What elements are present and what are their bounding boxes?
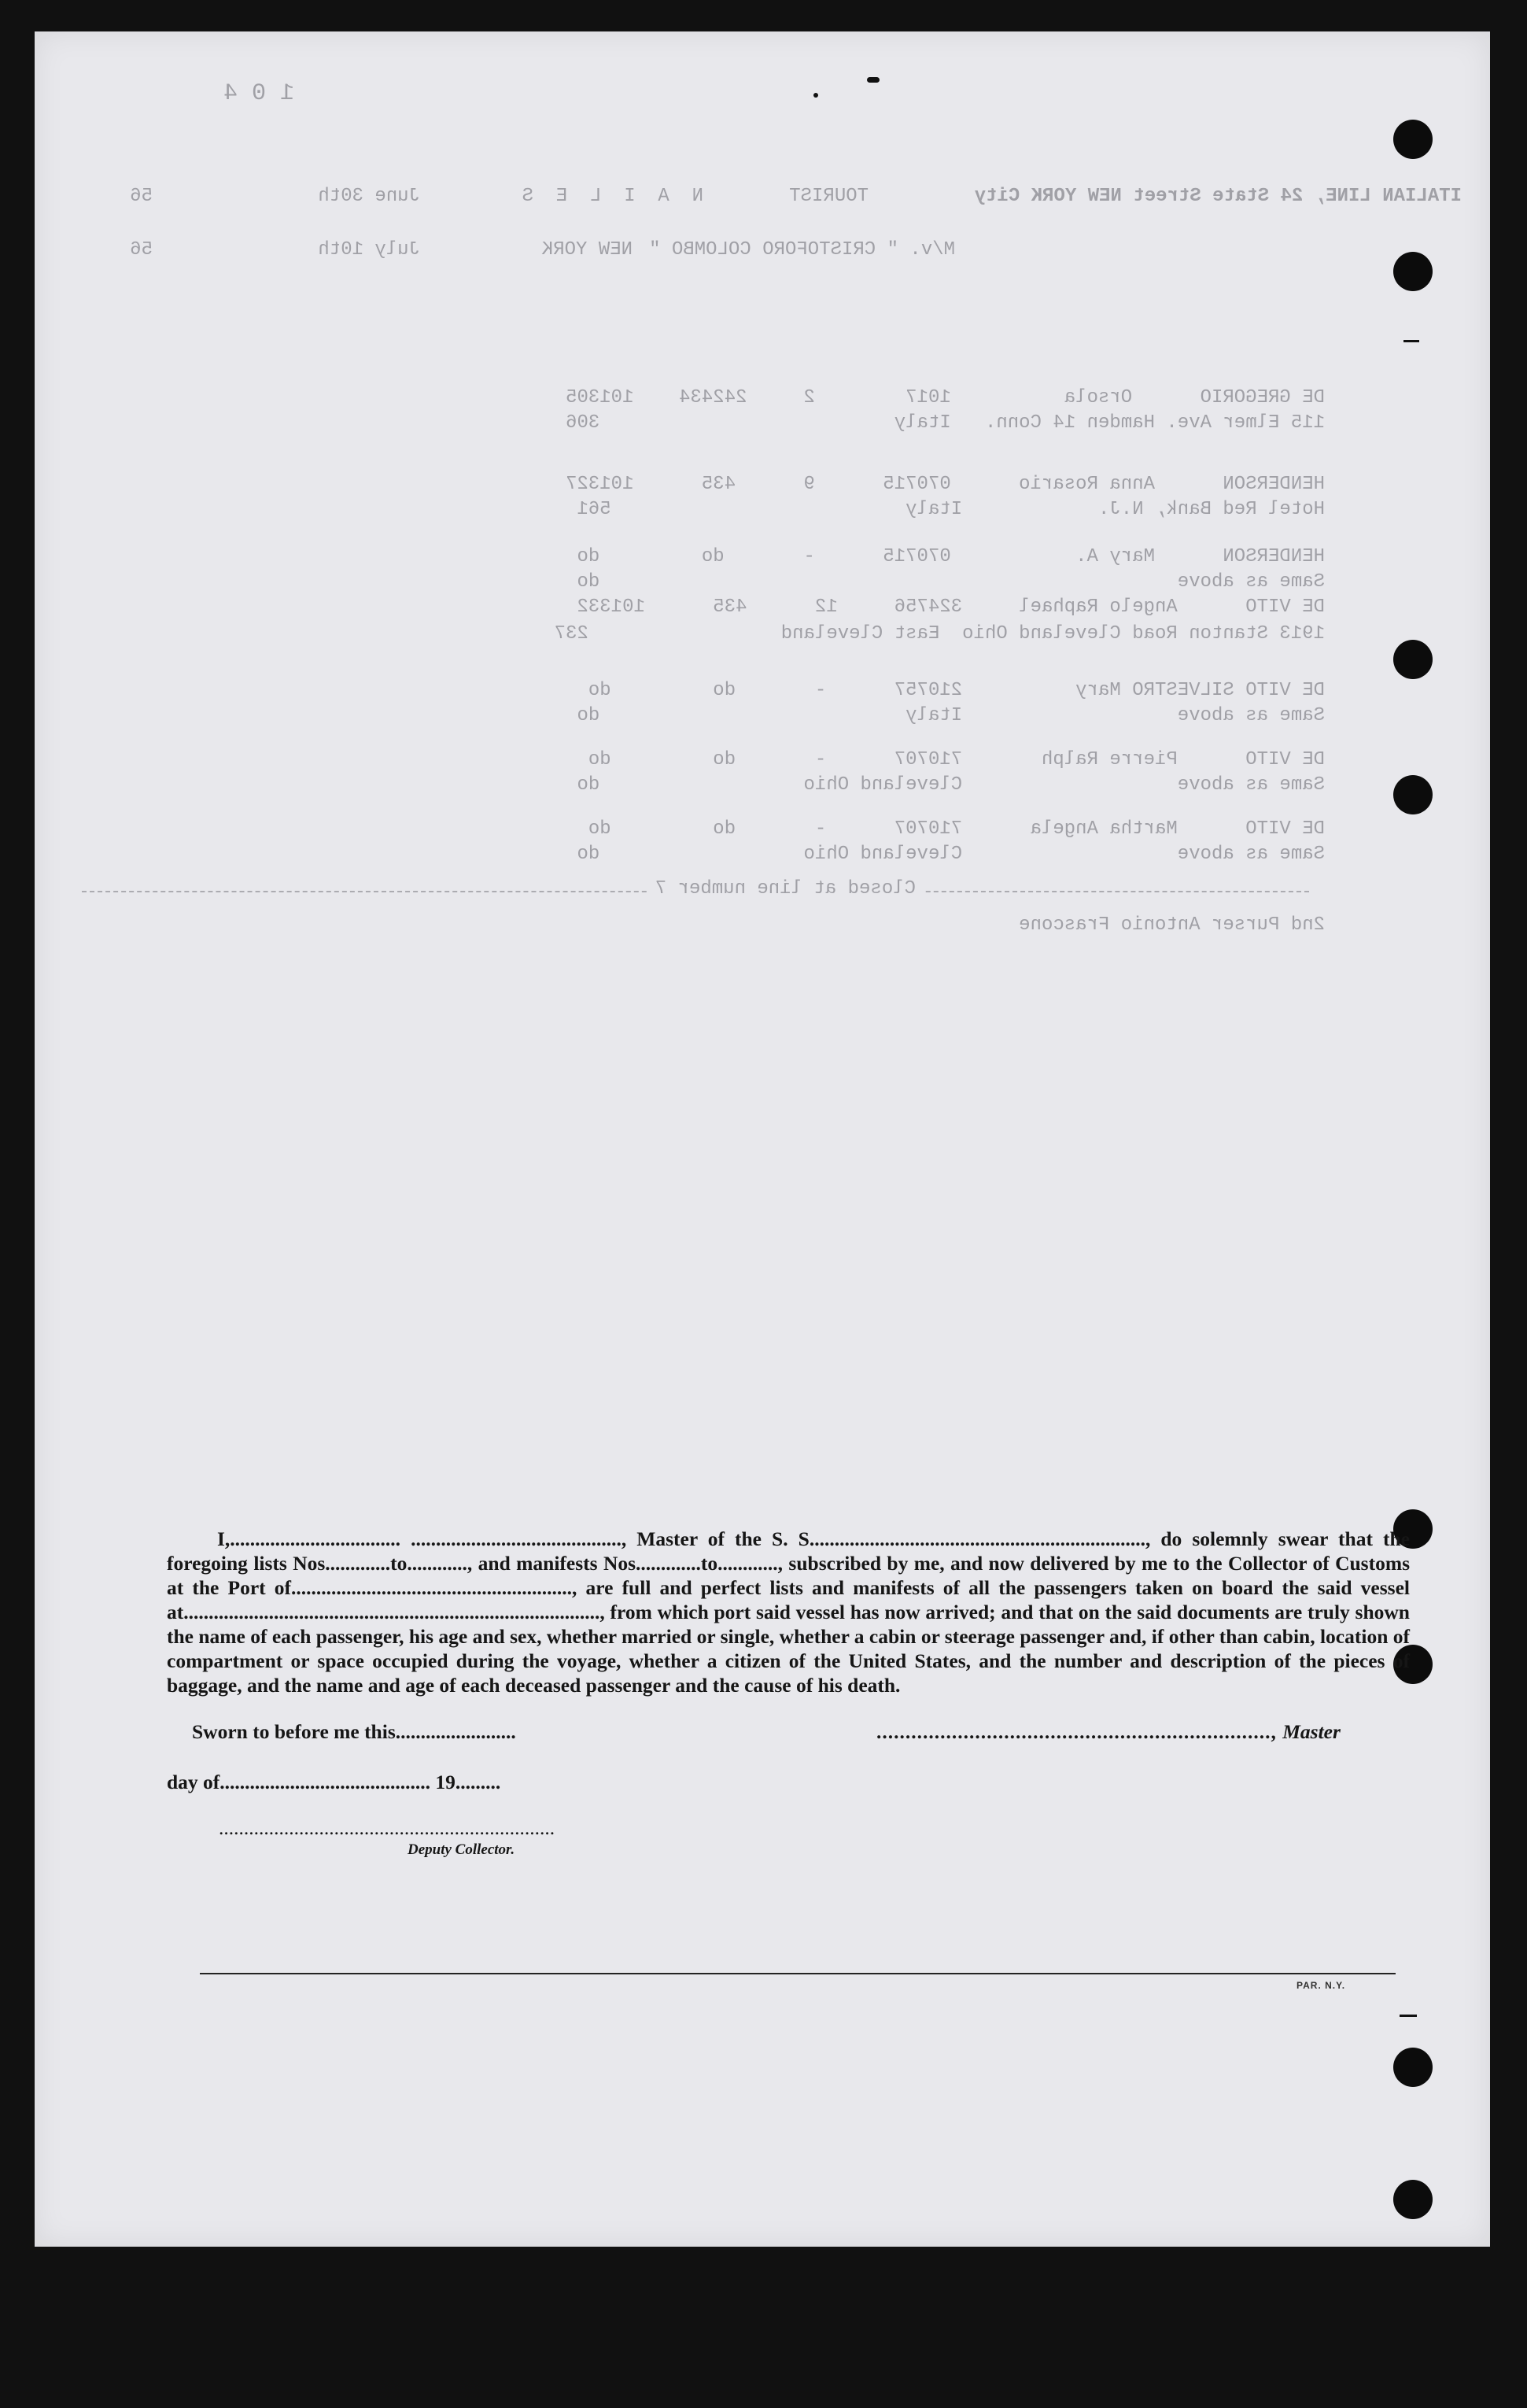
bleed-row: Same as above Cleveland Ohio do: [577, 844, 1325, 865]
bleed-arrival-port: NEW YORK: [541, 239, 633, 260]
day-label: day of.......................................... 19.........: [167, 1771, 501, 1793]
bleed-company-line: ITALIAN LINE, 24 State Street NEW YORK City: [974, 186, 1462, 207]
ink-speck: [1400, 2015, 1417, 2017]
bleed-row: DE GREGORIO Orsola 1017 2 242434 101305: [566, 387, 1325, 408]
bleed-row: Same as above Italy do: [577, 705, 1325, 726]
day-line: [167, 1771, 500, 1794]
bleed-through-text: [35, 31, 1490, 1015]
deputy-collector-label: Deputy Collector.: [408, 1841, 515, 1858]
bleed-page-number: 1 0 4: [223, 80, 294, 107]
master-signature-line: [876, 1720, 1341, 1744]
master-signature-dots: ....................................................................,: [876, 1720, 1283, 1743]
bleed-row: DE VITO Pierre Ralph 710707 - do do: [588, 749, 1325, 770]
bleed-closing-note: Closed at line number 7: [647, 878, 924, 899]
bottom-rule: [200, 1973, 1396, 1974]
sworn-label: Sworn to before me this........................: [192, 1720, 516, 1743]
sworn-line: [192, 1720, 516, 1744]
bleed-arrival-date: July 10th: [318, 239, 420, 260]
deputy-signature-dots: ...................................................................: [219, 1816, 555, 1839]
bleed-date: June 30th: [318, 186, 420, 207]
bleed-row: DE VITO SILVESTRO Mary 210757 - do do: [588, 680, 1325, 701]
master-label: Master: [1282, 1720, 1341, 1743]
bleed-row: Same as above Cleveland Ohio do: [577, 774, 1325, 796]
bleed-row: HENDERSON Anna Rosario 070715 9 435 101327: [566, 474, 1325, 495]
printer-mark: PAR. N.Y.: [1296, 1980, 1346, 1991]
bleed-year: 56: [130, 186, 153, 207]
manifest-sheet: [35, 31, 1490, 2247]
binder-hole: [1393, 2048, 1433, 2087]
bleed-row: HENDERSON Mary A. 070715 - do do: [577, 546, 1325, 567]
bleed-port: N A I L E S: [522, 186, 703, 207]
bleed-row: Hotel Red Bank, N.J. Italy 561: [577, 499, 1325, 520]
bleed-arrival-year: 56: [130, 239, 153, 260]
bleed-row: 115 Elmer Ave. Hamden 14 Conn. Italy 306: [566, 412, 1325, 434]
binder-hole: [1393, 2180, 1433, 2219]
bleed-row: DE VITO Martha Angela 710707 - do do: [588, 818, 1325, 840]
bleed-row: 1913 Stanton Road Cleveland Ohio East Cleveland 237: [554, 623, 1325, 644]
bleed-row: DE VITO Angelo Raphael 324756 12 435 101332: [577, 596, 1325, 618]
bleed-vessel: M/v. " CRISTOFORO COLOMBO ": [649, 239, 955, 260]
bleed-purser: 2nd Purser Antonio Frascone: [1019, 914, 1325, 936]
bleed-row: Same as above do: [577, 571, 1325, 593]
oath-paragraph: I,.................................. .........................................., Master of the S. S..................................................................., do solemnly swear that the foregoing lists Nos.............to............, and manifests Nos.............to............, subscribed by me, and now delivered by me to the Collector of Customs at the Port of........................................................, are full and perfect lists and manifests of all the passengers taken on board the said vessel at..................................................................................., from which port said vessel has now arrived; and that on the said documents are truly shown the name of each passenger, his age and sex, whether married or single, whether a cabin or steerage passenger and, if other than cabin, location of compartment or space occupied during the voyage, whether a citizen of the United States, and the number and description of the pieces of baggage, and the name and age of each deceased passenger and the cause of his death.: [167, 1527, 1411, 1697]
oath-form: [167, 1527, 1410, 1697]
bleed-class: TOURIST: [789, 186, 869, 207]
